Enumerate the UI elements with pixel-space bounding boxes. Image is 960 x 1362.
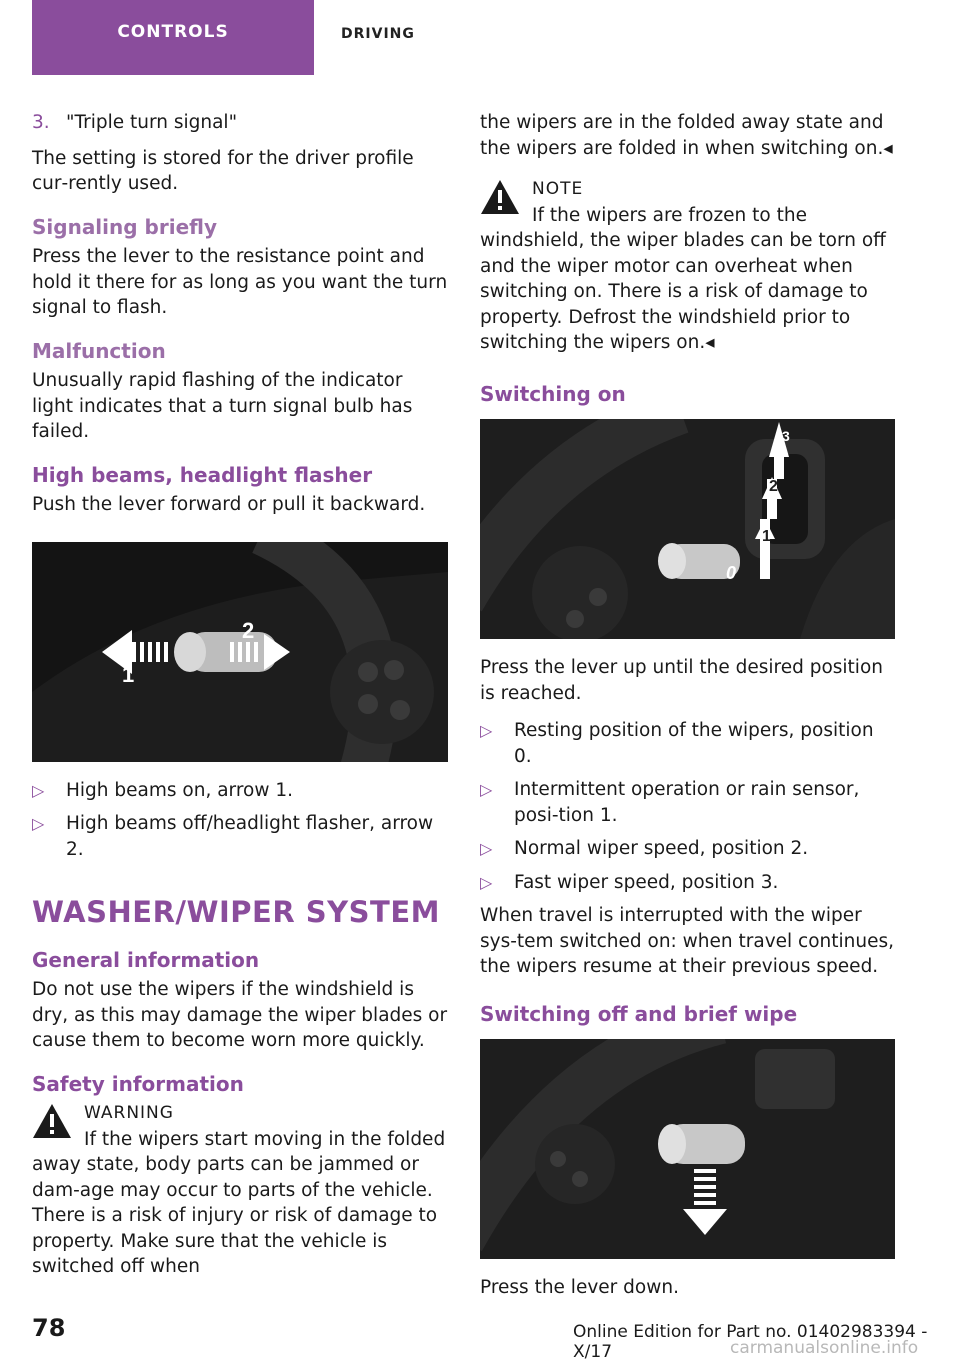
warning-triangle-icon [480,179,520,223]
note-title: NOTE [532,179,584,199]
bullet-icon: ▷ [480,839,493,858]
list-text: Normal wiper speed, position 2. [514,838,809,859]
bullet-icon: ▷ [480,721,493,740]
paragraph: the wipers are in the folded away state and the wipers are folded in when switching on.◂ [480,112,893,159]
warning-triangle-icon [32,1103,72,1147]
warning-block [32,1101,448,1280]
list-item [480,777,896,828]
paragraph: Press the lever down. [480,1277,679,1298]
left-column [32,110,448,1280]
high-beam-list [32,778,448,863]
list-text: "Triple turn signal" [66,112,238,133]
note-text: If the wipers are frozen to the windshield, the wiper blades can be torn off and the wiper motor can overheat when switching on. There is a risk of damage to property. Defrost the windshield prior to switching the wipers on.◂ [480,204,886,353]
paragraph: Push the lever forward or pull it backward. [32,494,426,515]
list-item [480,718,896,769]
header-tab-driving-label: DRIVING [341,26,415,42]
list-number: 3. [32,112,50,133]
section-title-washer-wiper: WASHER/WIPER SYSTEM [32,895,441,929]
wiper-switch-off-image [480,1039,895,1259]
list-text: Intermittent operation or rain sensor, posi‑tion 1. [514,779,860,826]
heading-safety-information: Safety information [32,1071,244,1096]
paragraph: Press the lever up until the desired position is reached. [480,657,883,704]
heading-switching-off: Switching off and brief wipe [480,1001,798,1026]
edition-text: Online Edition for Part no. 01402983394 - X/17 [573,1322,928,1362]
position-3-label: 3 [782,428,790,444]
paragraph: Unusually rapid flashing of the indicator light indicates that a turn signal bulb has failed. [32,370,413,442]
paragraph: Do not use the wipers if the windshield is dry, as this may damage the wiper blades or cause them to become worn more quickly. [32,979,448,1051]
list-item [480,836,896,862]
list-item [480,870,896,896]
arrow1-label: 1 [122,661,135,687]
note-block [480,177,896,356]
high-beam-lever-image [32,542,448,762]
heading-signaling-briefly: Signaling briefly [32,214,217,239]
list-text: High beams on, arrow 1. [66,779,294,801]
bullet-icon: ▷ [480,872,493,892]
heading-high-beams: High beams, headlight flasher [32,462,373,487]
heading-switching-on: Switching on [480,381,626,406]
list-text: Resting position of the wipers, position 0. [514,720,874,767]
position-2-label: 2 [769,478,778,495]
right-column [480,110,896,1313]
arrow2-label: 2 [242,617,255,643]
list-text: High beams off/headlight flasher, arrow 2. [66,813,434,860]
paragraph: Press the lever to the resistance point and hold it there for as long as you want the turn signal to flash. [32,246,448,318]
position-1-label: 1 [762,528,771,545]
wiper-positions-list [480,718,896,895]
heading-general-information: General information [32,947,260,972]
position-0-label: 0 [726,563,737,583]
paragraph: The setting is stored for the driver profile cur‑rently used. [32,147,414,194]
header-tab-controls-label: CONTROLS [117,22,229,42]
list-text: Fast wiper speed, position 3. [514,871,779,893]
wiper-switch-on-image [480,419,895,639]
heading-malfunction: Malfunction [32,338,166,363]
list-item [32,110,448,136]
page-number: 78 [32,1314,66,1342]
bullet-icon: ▷ [32,780,45,800]
bullet-icon: ▷ [32,814,45,833]
warning-title: WARNING [84,1103,174,1123]
paragraph: When travel is interrupted with the wiper sys‑tem switched on: when travel continues, the wipers resume at their previous speed. [480,905,895,977]
warning-text: If the wipers start moving in the folded away state, body parts can be jammed or dam‑age may occur to parts of the vehicle. There is a risk of injury or risk of damage to property. Make sure that the vehicle is switched off when [32,1128,446,1277]
list-item [32,778,448,804]
watermark: carmanualsonline.info [730,1338,919,1358]
list-item [32,811,448,862]
bullet-icon: ▷ [480,780,493,799]
